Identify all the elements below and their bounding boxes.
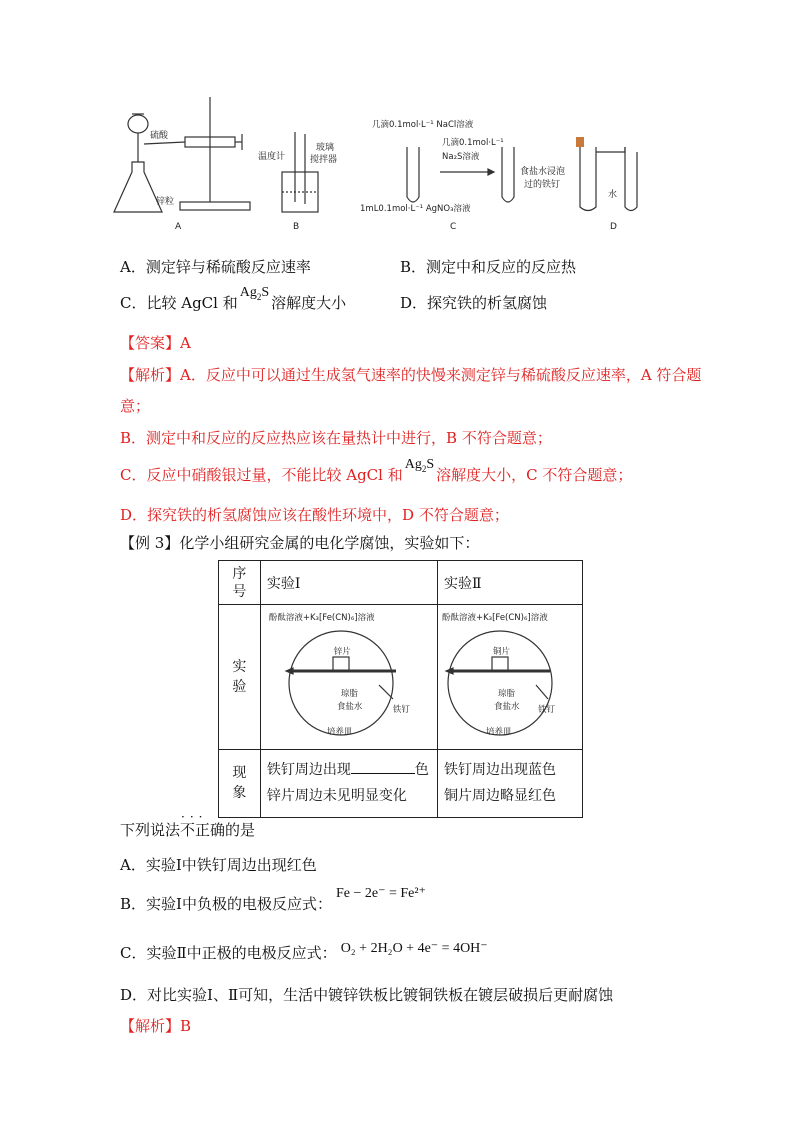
conical-flask [114, 162, 162, 212]
separatory-funnel [128, 115, 148, 133]
analysis-q2-line4: D．探究铁的析氢腐蚀应该在酸性环境中，D 不符合题意； [120, 506, 509, 524]
answer-blank[interactable] [351, 759, 415, 774]
test-tube-2 [502, 147, 514, 202]
experiment-table [218, 560, 583, 818]
exp2-dish-drawing [438, 605, 578, 745]
caption-a: A [175, 222, 182, 232]
label-zinc: 锌粒 [156, 197, 175, 207]
label-iron-nail: 过的铁钉 [524, 180, 561, 190]
formula-c: O₂ + 2H₂O + 4e⁻ = 4OH⁻ [340, 941, 488, 956]
row-label-phenomenon: 现象 [219, 749, 261, 817]
ag2s-formula-2: $Ag_2S$ [404, 457, 435, 474]
exp2-diagram: 酚酞溶液+K₃[Fe(CN)₆]溶液 铜片 琼脂 食盐水 铁钉 培养皿 [437, 605, 582, 750]
analysis-q2-line2: B．测定中和反应的反应热应该在量热计中进行，B 不符合题意； [120, 429, 552, 447]
label-water: 水 [608, 190, 618, 200]
analysis-q2-line3: C．反应中硝酸银过量，不能比较 AgCl 和$Ag_2S$溶解度大小，C 不符合题意； [120, 457, 633, 484]
option-c-post: 溶解度大小 [271, 294, 347, 312]
header-exp2: 实验Ⅱ [437, 561, 582, 605]
label-agno3: 1mL0.1mol·L⁻¹ AgNO₃溶液 [360, 204, 471, 214]
option-b: B．测定中和反应的反应热 [400, 258, 577, 276]
option-d: D．探究铁的析氢腐蚀 [400, 294, 548, 312]
apparatus-drawing [110, 92, 690, 237]
label-stirrer: 搅拌器 [310, 155, 338, 165]
option-c [120, 285, 347, 319]
question-stem: 下列说法不正确的是 [120, 821, 256, 839]
label-na2s-1: 几滴0.1mol·L⁻¹ [442, 138, 504, 148]
analysis-q3: 【解析】B [120, 1017, 192, 1035]
emphasis-dots: ··· [181, 810, 208, 824]
question-option-a: A．实验Ⅰ中铁钉周边出现红色 [120, 856, 317, 874]
example3-heading [120, 533, 479, 553]
example3-text: 化学小组研究金属的电化学腐蚀，实验如下： [179, 534, 480, 552]
u-tube [580, 147, 596, 211]
answer-q2: 【答案】A [120, 334, 191, 352]
label-sulfuric-acid: 硫酸 [150, 131, 169, 141]
exp1-dish-drawing [261, 605, 441, 745]
caption-b: B [293, 222, 300, 232]
label-nacl: 几滴0.1mol·L⁻¹ NaCl溶液 [372, 120, 474, 130]
example3-prefix: 【例 3】 [120, 534, 180, 552]
exp2-observation: 铁钉周边出现蓝色 铜片周边略显红色 [437, 749, 582, 817]
formula-b: Fe − 2e⁻ = Fe²⁺ [335, 886, 426, 901]
analysis-q2-line1b: 意； [120, 397, 151, 415]
label-salt-soaked: 食盐水浸泡 [520, 167, 566, 177]
caption-c: C [450, 222, 457, 232]
question-option-d: D．对比实验Ⅰ、Ⅱ可知，生活中镀锌铁板比镀铜铁板在镀层破损后更耐腐蚀 [120, 986, 614, 1004]
question-option-c: C．实验Ⅱ中正极的电极反应式： O₂ + 2H₂O + 4e⁻ = 4OH⁻ [120, 941, 488, 962]
stand-base [180, 202, 250, 210]
option-c-pre: C．比较 AgCl 和 [120, 294, 238, 312]
caption-d: D [610, 222, 617, 232]
row-label-experiment: 实验 [219, 605, 261, 750]
header-index: 序号 [219, 561, 261, 605]
label-na2s-2: Na₂S溶液 [442, 152, 480, 162]
exp1-observation: 铁钉周边出现 色 锌片周边未见明显变化 [260, 749, 437, 817]
header-exp1: 实验Ⅰ [260, 561, 437, 605]
label-glass: 玻璃 [316, 143, 335, 153]
ag2s-formula: $Ag_2S$ [239, 285, 270, 302]
question-option-b: B．实验Ⅰ中负极的电极反应式：Fe − 2e⁻ = Fe²⁺ [120, 886, 426, 913]
apparatus-figure [110, 92, 690, 237]
test-tube-1 [407, 147, 419, 202]
label-thermometer: 温度计 [258, 152, 286, 162]
exp1-diagram: 酚酞溶液+K₃[Fe(CN)₆]溶液 锌片 琼脂 食盐水 铁钉 培养皿 [260, 605, 437, 750]
option-a: A．测定锌与稀硫酸反应速率 [120, 258, 311, 276]
analysis-q2-line1: 【解析】A．反应中可以通过生成氢气速率的快慢来测定锌与稀硫酸反应速率，A 符合题 [120, 366, 702, 384]
